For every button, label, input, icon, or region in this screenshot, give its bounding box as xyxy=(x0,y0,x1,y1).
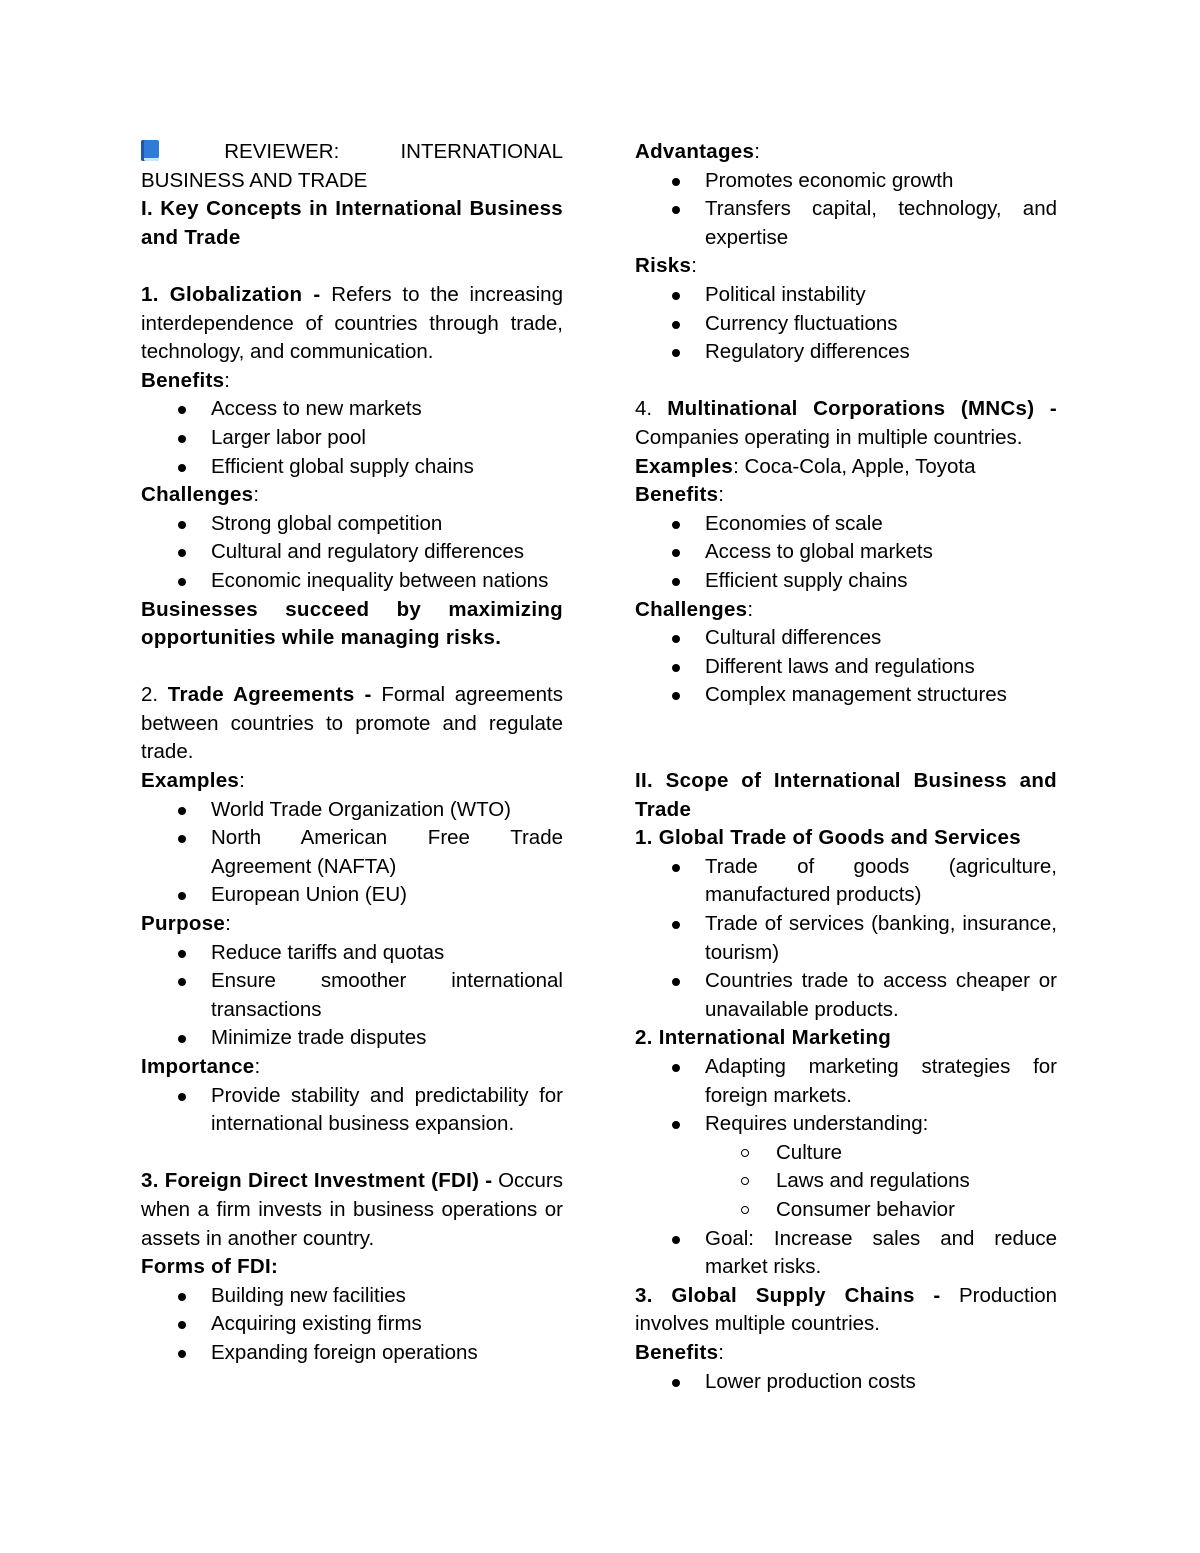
list-item: Reduce tariffs and quotas xyxy=(141,939,563,968)
list-item: Adapting marketing strategies for foreign markets. xyxy=(635,1053,1057,1110)
list-item: Regulatory differences xyxy=(635,338,1057,367)
list-item: Culture xyxy=(635,1139,1057,1168)
section-2-heading: II. Scope of International Business and Trade xyxy=(635,769,1057,821)
benefits-label: Benefits: xyxy=(635,483,724,507)
list-item: Trade of goods (agriculture, manufactured products) xyxy=(635,853,1057,910)
list-item: Efficient supply chains xyxy=(635,567,1057,596)
fdi-definition: 3. Foreign Direct Investment (FDI) - Occurs when a firm invests in business operations or assets in another country. xyxy=(141,1169,564,1250)
supply-chains-definition: 3. Global Supply Chains - Production involves multiple countries. xyxy=(635,1283,1057,1336)
advantages-label: Advantages: xyxy=(635,140,760,163)
challenges-label: Challenges: xyxy=(635,597,754,621)
list-item: Lower production costs xyxy=(635,1368,1057,1397)
list-item: Trade of services (banking, insurance, tourism) xyxy=(635,910,1057,967)
importance-label: Importance: xyxy=(141,1055,261,1078)
list-item: Economic inequality between nations xyxy=(141,567,563,596)
mnc-examples: Examples: Coca-Cola, Apple, Toyota xyxy=(635,454,976,478)
mnc-term: Multinational Corporations (MNCs) - xyxy=(667,397,1057,421)
document-title xyxy=(141,138,563,167)
list-item: Countries trade to access cheaper or unavailable products. xyxy=(635,967,1057,1024)
list-item: European Union (EU) xyxy=(141,881,563,910)
mnc-challenges-list xyxy=(635,624,1057,710)
globalization-benefits-list xyxy=(141,395,563,481)
list-item: Laws and regulations xyxy=(635,1167,1057,1196)
list-item: Ensure smoother international transactions xyxy=(141,967,563,1024)
list-item: Currency fluctuations xyxy=(635,310,1057,339)
trade-agreements-examples-list xyxy=(141,796,563,910)
global-trade-list xyxy=(635,853,1057,1025)
globalization-term: 1. Globalization - xyxy=(141,282,321,306)
list-item: Access to new markets xyxy=(141,395,563,424)
list-item: Access to global markets xyxy=(635,538,1057,567)
blue-book-icon xyxy=(141,140,159,161)
list-item: Larger labor pool xyxy=(141,424,563,453)
examples-label: Examples: xyxy=(141,769,245,793)
trade-agreements-term: Trade Agreements - xyxy=(167,683,372,707)
fdi-forms-list xyxy=(141,1282,563,1368)
title-word-2: INTERNATIONAL xyxy=(400,140,563,163)
list-item: Acquiring existing firms xyxy=(141,1310,563,1339)
supply-chains-benefits-list xyxy=(635,1368,1057,1397)
risks-label: Risks: xyxy=(635,254,697,278)
international-marketing-heading: 2. International Marketing xyxy=(635,1026,892,1050)
list-item: Complex management structures xyxy=(635,681,1057,710)
list-item: Requires understanding: xyxy=(635,1110,1057,1139)
list-item: Goal: Increase sales and reduce market risks. xyxy=(635,1225,1057,1282)
globalization-challenges-list xyxy=(141,510,563,596)
purpose-label: Purpose: xyxy=(141,912,231,936)
trade-agreements-definition: 2. Trade Agreements - Formal agreements between countries to promote and regulate trade. xyxy=(141,683,563,764)
list-item: Political instability xyxy=(635,281,1057,310)
trade-agreements-purpose-list xyxy=(141,939,563,1053)
list-item: Cultural and regulatory differences xyxy=(141,538,563,567)
list-item: Different laws and regulations xyxy=(635,653,1057,682)
list-item: Building new facilities xyxy=(141,1282,563,1311)
title-line-2: BUSINESS AND TRADE xyxy=(141,168,368,192)
global-trade-heading: 1. Global Trade of Goods and Services xyxy=(635,826,1021,850)
list-item: Strong global competition xyxy=(141,510,563,539)
title-word-1: REVIEWER: xyxy=(224,140,340,163)
globalization-conclusion: Businesses succeed by maximizing opportunities while managing risks. xyxy=(141,597,563,650)
list-item: Efficient global supply chains xyxy=(141,453,563,482)
list-item: Provide stability and predictability for international business expansion. xyxy=(141,1082,563,1139)
list-item: Promotes economic growth xyxy=(635,167,1057,196)
benefits-label: Benefits: xyxy=(635,1340,724,1364)
supply-chains-term: 3. Global Supply Chains - xyxy=(635,1283,941,1307)
globalization-definition: 1. Globalization - Refers to the increasing interdependence of countries through trade, technology, and communication. xyxy=(141,282,563,364)
right-column xyxy=(635,138,1057,1396)
marketing-list xyxy=(635,1053,1057,1139)
list-item: World Trade Organization (WTO) xyxy=(141,796,563,825)
fdi-advantages-list xyxy=(635,167,1057,253)
list-item: Transfers capital, technology, and expertise xyxy=(635,195,1057,252)
benefits-label: Benefits: xyxy=(141,368,230,392)
fdi-term: 3. Foreign Direct Investment (FDI) - xyxy=(141,1169,493,1193)
list-item: Minimize trade disputes xyxy=(141,1024,563,1053)
list-item: Consumer behavior xyxy=(635,1196,1057,1225)
marketing-sub-list xyxy=(635,1139,1057,1225)
forms-of-fdi-label: Forms of FDI: xyxy=(141,1255,279,1279)
marketing-goal-list xyxy=(635,1225,1057,1282)
section-1-heading: I. Key Concepts in International Business and Trade xyxy=(141,197,563,249)
list-item: Cultural differences xyxy=(635,624,1057,653)
list-item: North American Free Trade Agreement (NAFTA) xyxy=(141,824,563,881)
fdi-risks-list xyxy=(635,281,1057,367)
challenges-label: Challenges: xyxy=(141,483,260,507)
mnc-definition: 4. Multinational Corporations (MNCs) - Companies operating in multiple countries. xyxy=(635,397,1057,449)
list-item: Economies of scale xyxy=(635,510,1057,539)
left-column xyxy=(141,138,563,1368)
mnc-benefits-list xyxy=(635,510,1057,596)
trade-agreements-importance-list xyxy=(141,1082,563,1139)
list-item: Expanding foreign operations xyxy=(141,1339,563,1368)
